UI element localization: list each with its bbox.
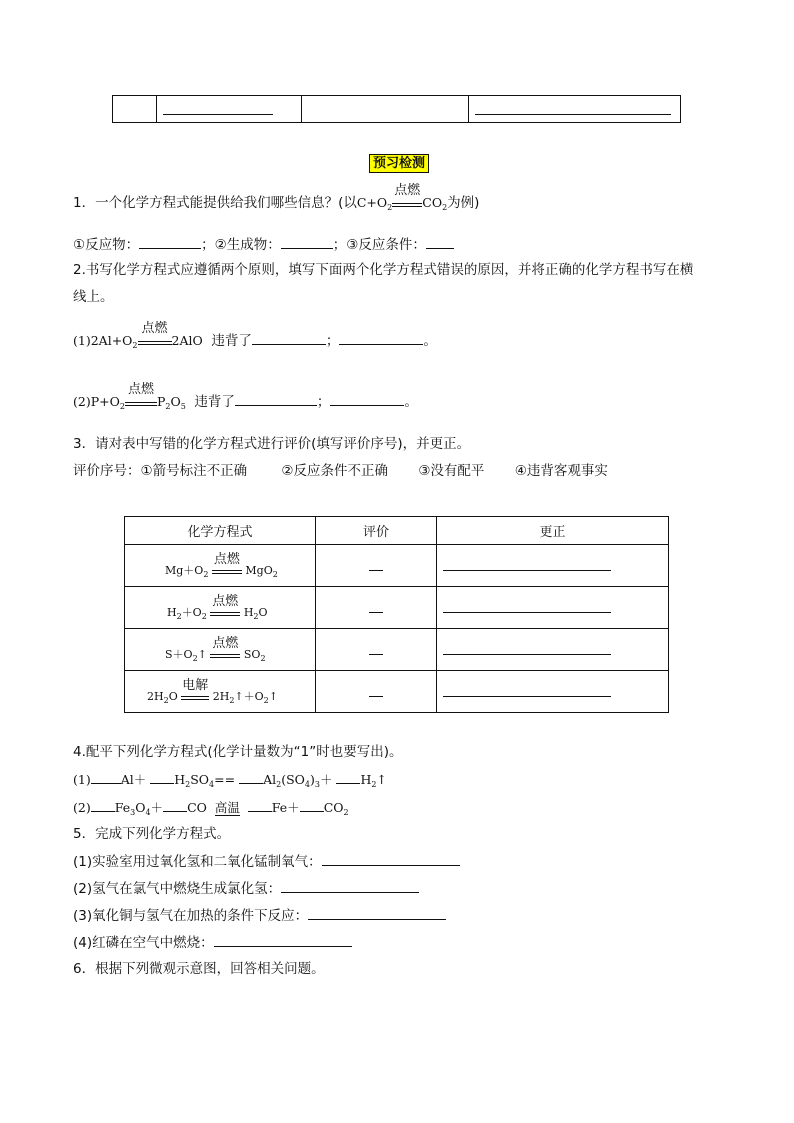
q5-title: 5．完成下列化学方程式。: [73, 826, 231, 842]
top-cell-1: [113, 96, 157, 123]
top-cell-2: [157, 96, 302, 123]
table-row: $S+O_2↑$ 点燃 $SO_2$: [125, 629, 669, 671]
q6-title: 6．根据下列微观示意图，回答相关问题。: [73, 961, 325, 977]
q4-2-blank-2[interactable]: [163, 797, 187, 812]
q2-p1-blank-2[interactable]: [339, 330, 423, 345]
header-equation: 化学方程式: [125, 517, 316, 545]
table-row: $Mg+O_2$ 点燃 MgO$_2$: [125, 545, 669, 587]
q5-blank-2[interactable]: [281, 878, 419, 893]
top-table: [112, 95, 681, 123]
q1-blank-condition[interactable]: [426, 234, 454, 249]
q1-blank-reactant[interactable]: [139, 234, 201, 249]
correction-blank-3[interactable]: [443, 640, 611, 655]
q4-1-blank-4[interactable]: [336, 769, 360, 784]
q2-line1: 2.书写化学方程式应遵循两个原则，填写下面两个化学方程式错误的原因，并将正确的化学方程书写在横: [73, 262, 694, 278]
q1-blank-product[interactable]: [281, 234, 333, 249]
table-row: $2H_2O$ 电解 $2H_2↑+O_2↑$: [125, 671, 669, 713]
q3-title: 3．请对表中写错的化学方程式进行评价(填写评价序号)，并更正。: [73, 436, 471, 452]
table-row: $H_2+O_2$ 点燃 $H_2O$: [125, 587, 669, 629]
q4-2-blank-4[interactable]: [300, 797, 324, 812]
q1-suffix: 为例): [447, 195, 480, 211]
q4-1-blank-2[interactable]: [150, 769, 174, 784]
q4-1-blank-1[interactable]: [91, 769, 121, 784]
correction-blank-2[interactable]: [443, 598, 611, 613]
q4-title: 4.配平下列化学方程式(化学计量数为“1”时也要写出)。: [73, 744, 403, 760]
q2-p2-blank-2[interactable]: [330, 391, 404, 406]
q1-condition: 点燃: [392, 197, 422, 207]
eval-blank-1[interactable]: [369, 556, 383, 571]
top-cell-4: [469, 96, 681, 123]
q4-2-blank-1[interactable]: [91, 797, 115, 812]
q2-p2-blank-1[interactable]: [235, 391, 317, 406]
q5-blank-3[interactable]: [308, 905, 446, 920]
q5-item-3: (3)氧化铜与氢气在加热的条件下反应：: [73, 905, 446, 926]
q4-line2: (2) $Fe_3O_4+$ CO 高温 $Fe+ CO_2$: [73, 797, 349, 823]
q4-1-blank-3[interactable]: [239, 769, 263, 784]
q2-line2: 线上。: [73, 289, 114, 305]
q2-p1-condition: 点燃: [138, 335, 172, 345]
correction-blank-1[interactable]: [443, 556, 611, 571]
table-header-row: [125, 517, 669, 545]
q4-2-blank-3[interactable]: [248, 797, 272, 812]
q2-p2-condition: 点燃: [125, 396, 157, 406]
q1-eq-left: C+O: [356, 195, 388, 210]
q1-eq-right: CO: [422, 195, 443, 210]
top-cell-3: [302, 96, 469, 123]
q5-blank-4[interactable]: [214, 932, 352, 947]
q4-line1: (1) $Al+ H_2SO_4== Al_2(SO_4)_3+$ $H_2↑$: [73, 769, 387, 795]
q5-item-2: (2)氢气在氯气中燃烧生成氯化氢：: [73, 878, 419, 899]
q2-part1: $(1)2Al+O_2$ 点燃 2AlO 违背了 ； 。: [73, 321, 437, 350]
q2-part2: $(2)P+O_2$ 点燃 $P_2O_5$ 违背了 ； 。: [73, 382, 418, 411]
eval-blank-2[interactable]: [369, 598, 383, 613]
correction-blank-4[interactable]: [443, 682, 611, 697]
q5-item-1: (1)实验室用过氧化氢和二氧化锰制氧气：: [73, 851, 460, 872]
q3-eval-legend: 评价序号：①箭号标注不正确 ②反应条件不正确 ③没有配平 ④违背客观事实: [73, 463, 608, 479]
eval-blank-4[interactable]: [369, 682, 383, 697]
eval-blank-3[interactable]: [369, 640, 383, 655]
q2-p1-blank-1[interactable]: [252, 330, 326, 345]
q4-2-condition: 高温: [214, 800, 240, 815]
q5-item-4: (4)红磷在空气中燃烧：: [73, 932, 352, 953]
q1-line: 1．一个化学方程式能提供给我们哪些信息？(以$C+O_2$ 点燃 $CO_2$为例): [73, 183, 480, 212]
section-title: 预习检测: [369, 152, 429, 171]
q5-blank-1[interactable]: [322, 851, 460, 866]
q1-prefix: 1．一个化学方程式能提供给我们哪些信息？(以: [73, 195, 357, 211]
evaluation-table: [124, 516, 669, 713]
header-evaluation: 评价: [316, 517, 437, 545]
header-correction: 更正: [437, 517, 669, 545]
q1-answer-line: ①反应物： ；②生成物： ；③反应条件：: [73, 234, 454, 255]
